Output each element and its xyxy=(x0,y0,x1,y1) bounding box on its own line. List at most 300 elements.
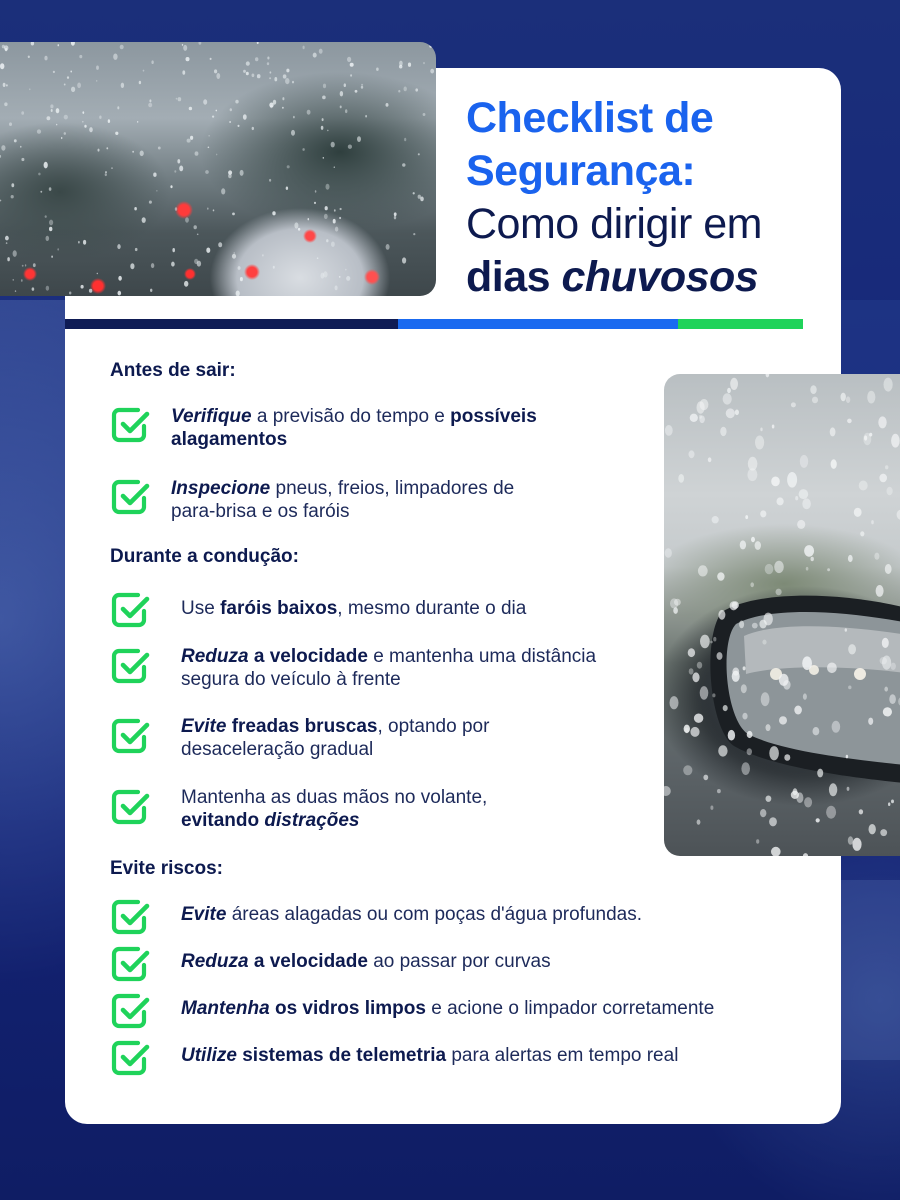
raindrop xyxy=(149,201,152,204)
raindrop xyxy=(689,668,694,674)
raindrop xyxy=(357,136,361,142)
raindrop xyxy=(184,281,188,287)
checklist-item-text xyxy=(181,715,489,761)
raindrop xyxy=(762,640,766,645)
raindrop xyxy=(891,663,896,670)
checklist-item xyxy=(110,1037,678,1077)
raindrop xyxy=(67,76,69,79)
raindrop xyxy=(158,147,161,150)
checklist-text-segment: alagamentos xyxy=(171,429,288,450)
raindrop xyxy=(888,802,890,806)
raindrop xyxy=(194,259,198,264)
raindrop xyxy=(70,71,72,73)
raindrop xyxy=(246,72,249,76)
raindrop xyxy=(340,91,343,96)
raindrop xyxy=(344,83,346,87)
checklist-item xyxy=(110,589,526,629)
raindrop xyxy=(884,378,893,392)
raindrop xyxy=(829,783,837,796)
raindrop xyxy=(81,285,84,289)
title-line-4-italic: chuvosos xyxy=(561,253,759,301)
raindrop xyxy=(712,516,719,523)
raindrop xyxy=(880,829,887,836)
raindrop xyxy=(739,621,744,629)
raindrop xyxy=(38,173,40,176)
checklist-text-segment: possíveis xyxy=(450,406,537,427)
raindrop xyxy=(817,769,823,778)
raindrop xyxy=(238,266,241,270)
raindrop xyxy=(83,240,86,245)
raindrop xyxy=(700,635,710,649)
checklist-text-segment: a velocidade xyxy=(248,646,368,667)
raindrop xyxy=(6,84,8,86)
raindrop xyxy=(190,136,193,140)
raindrop xyxy=(759,620,766,629)
raindrop xyxy=(182,70,185,74)
raindrop xyxy=(257,42,259,44)
raindrop xyxy=(33,263,36,267)
raindrop xyxy=(11,195,14,198)
raindrop xyxy=(882,638,889,648)
raindrop xyxy=(776,589,782,596)
raindrop xyxy=(769,817,777,826)
checkbox-check-icon xyxy=(110,896,150,936)
raindrop xyxy=(831,459,837,469)
raindrop xyxy=(747,748,752,755)
raindrop xyxy=(199,42,202,45)
raindrop xyxy=(399,61,403,66)
raindrop xyxy=(766,796,772,802)
raindrop xyxy=(236,291,240,297)
raindrop xyxy=(96,80,97,82)
raindrop xyxy=(413,192,415,194)
raindrop xyxy=(272,211,275,215)
raindrop xyxy=(869,824,876,834)
raindrop xyxy=(791,402,796,407)
checklist-item-text xyxy=(181,786,487,832)
checklist-item-text xyxy=(171,405,537,451)
raindrop xyxy=(728,730,735,741)
raindrop xyxy=(313,53,317,58)
raindrop xyxy=(45,215,47,218)
raindrop xyxy=(203,99,207,104)
checklist-text-segment: Mantenha as duas mãos no volante, xyxy=(181,787,488,808)
raindrop xyxy=(322,96,326,100)
raindrop xyxy=(0,155,1,158)
raindrop xyxy=(121,83,124,88)
raindrop xyxy=(841,393,846,402)
raindrop xyxy=(21,279,23,282)
raindrop xyxy=(720,427,726,436)
raindrop xyxy=(37,129,41,133)
checklist-text-segment: ao passar por curvas xyxy=(367,951,551,972)
raindrop xyxy=(69,292,71,295)
raindrop xyxy=(89,127,93,132)
raindrop xyxy=(9,122,12,126)
raindrop xyxy=(195,151,199,155)
raindrop xyxy=(82,121,84,123)
raindrop xyxy=(327,130,329,132)
raindrop xyxy=(741,684,747,693)
raindrop xyxy=(84,125,86,128)
raindrop xyxy=(303,46,305,50)
raindrop xyxy=(206,248,210,253)
raindrop xyxy=(44,56,47,61)
raindrop xyxy=(779,716,787,724)
checklist-text-segment: , mesmo durante o dia xyxy=(337,598,527,619)
raindrop xyxy=(13,279,14,280)
checklist-item xyxy=(110,896,642,936)
raindrop xyxy=(21,158,24,161)
raindrop xyxy=(868,718,873,725)
raindrop xyxy=(664,786,671,796)
divider-segment-blue xyxy=(398,319,678,329)
raindrop xyxy=(113,54,117,60)
raindrop xyxy=(49,187,52,191)
raindrop xyxy=(235,100,238,104)
raindrop xyxy=(718,745,727,756)
raindrop xyxy=(779,674,789,686)
raindrop xyxy=(115,132,118,135)
raindrop xyxy=(51,109,53,112)
raindrop xyxy=(209,135,210,137)
raindrop xyxy=(710,641,713,644)
raindrop xyxy=(105,173,107,176)
raindrop xyxy=(750,582,754,587)
raindrop xyxy=(826,806,836,819)
raindrop xyxy=(760,809,766,817)
raindrop xyxy=(703,775,708,781)
raindrop xyxy=(813,727,820,735)
checklist-item xyxy=(110,786,487,832)
section-heading-while-driving: Durante a condução: xyxy=(110,546,299,567)
checklist-item-text xyxy=(181,645,596,691)
raindrop xyxy=(827,568,830,571)
raindrop xyxy=(777,497,784,505)
section-heading-avoid-risks: Evite riscos: xyxy=(110,858,223,879)
raindrop xyxy=(345,269,347,271)
raindrop xyxy=(847,787,850,791)
checklist-item xyxy=(110,715,489,761)
raindrop xyxy=(772,425,775,429)
raindrop xyxy=(111,167,112,169)
raindrop xyxy=(186,57,190,61)
raindrop xyxy=(350,74,352,76)
raindrop xyxy=(891,434,900,448)
raindrop xyxy=(118,276,122,281)
raindrop xyxy=(860,531,864,536)
raindrop xyxy=(238,125,240,127)
title-line-4 xyxy=(466,251,826,304)
raindrop xyxy=(135,248,138,251)
raindrop xyxy=(429,44,432,48)
raindrop xyxy=(228,170,232,174)
raindrop xyxy=(335,227,338,232)
raindrop xyxy=(755,541,761,550)
raindrop xyxy=(13,250,17,257)
raindrop xyxy=(848,686,851,690)
raindrop xyxy=(742,713,747,720)
raindrop xyxy=(402,163,405,167)
title-line-3: Como dirigir em xyxy=(466,200,762,248)
raindrop xyxy=(418,153,420,155)
raindrop xyxy=(6,242,8,244)
raindrop xyxy=(713,637,716,642)
raindrop xyxy=(130,263,134,269)
raindrop xyxy=(797,520,805,529)
checkbox-check-icon xyxy=(110,786,150,826)
raindrop xyxy=(283,74,287,78)
checklist-item-text xyxy=(181,597,526,620)
raindrop xyxy=(326,239,328,242)
raindrop xyxy=(859,481,868,491)
raindrop xyxy=(22,265,24,267)
raindrop xyxy=(53,71,55,73)
raindrop xyxy=(64,132,66,135)
raindrop xyxy=(183,45,187,51)
checklist-text-segment: pneus, freios, limpadores de xyxy=(270,478,515,499)
raindrop xyxy=(317,257,319,259)
raindrop xyxy=(361,84,363,86)
raindrop xyxy=(321,126,324,130)
raindrop xyxy=(298,228,300,231)
page-title xyxy=(466,92,826,304)
raindrop xyxy=(859,809,863,814)
raindrop xyxy=(365,115,367,118)
raindrop xyxy=(755,436,764,450)
checklist-text-segment: para-brisa e os faróis xyxy=(171,501,350,522)
raindrop xyxy=(665,548,672,558)
raindrop xyxy=(221,188,225,194)
raindrop xyxy=(331,142,335,148)
raindrop xyxy=(176,98,178,100)
raindrop xyxy=(885,465,888,469)
raindrop xyxy=(769,746,779,760)
checkbox-check-icon xyxy=(110,645,150,685)
checklist-text-segment: Use xyxy=(181,598,221,619)
raindrop xyxy=(756,839,759,843)
raindrop xyxy=(791,791,799,799)
raindrop xyxy=(153,173,156,177)
raindrop xyxy=(747,731,753,738)
raindrop xyxy=(806,567,809,571)
raindrop xyxy=(267,62,269,65)
raindrop xyxy=(708,457,712,462)
raindrop xyxy=(692,672,699,682)
raindrop xyxy=(218,242,222,247)
raindrop xyxy=(185,217,189,222)
raindrop xyxy=(216,73,220,79)
checklist-text-segment: segura do veículo à frente xyxy=(181,669,401,690)
raindrop xyxy=(197,234,199,236)
checklist-item-text xyxy=(171,477,514,523)
raindrop xyxy=(151,263,154,268)
raindrop xyxy=(889,694,896,704)
raindrop xyxy=(243,70,246,73)
checklist-text-segment: freadas bruscas xyxy=(226,716,378,737)
raindrop xyxy=(795,496,798,500)
raindrop xyxy=(137,121,138,123)
raindrop xyxy=(142,217,146,223)
raindrop xyxy=(766,724,771,731)
raindrop xyxy=(394,212,397,216)
raindrop xyxy=(774,561,784,573)
raindrop xyxy=(717,789,721,793)
raindrop xyxy=(846,396,850,403)
raindrop xyxy=(134,207,137,210)
raindrop xyxy=(234,252,235,254)
raindrop xyxy=(423,113,426,116)
checklist-text-segment: e mantenha uma distância xyxy=(367,646,597,667)
raindrop xyxy=(323,84,326,89)
raindrop xyxy=(334,209,336,211)
raindrop xyxy=(156,190,157,192)
raindrop xyxy=(810,385,816,394)
checkbox-check-icon xyxy=(110,1037,150,1077)
raindrop xyxy=(286,187,288,190)
raindrop xyxy=(674,599,681,606)
raindrop xyxy=(848,644,856,654)
raindrop xyxy=(867,391,875,404)
raindrop xyxy=(178,97,182,101)
raindrop xyxy=(847,419,852,424)
raindrop xyxy=(3,83,6,87)
raindrop xyxy=(710,806,713,810)
raindrop xyxy=(46,236,50,241)
raindrop xyxy=(179,166,183,172)
raindrop xyxy=(106,147,108,149)
raindrop xyxy=(71,42,75,46)
raindrop xyxy=(760,510,766,517)
rainy-side-mirror-photo xyxy=(664,374,900,856)
raindrop xyxy=(670,696,679,709)
raindrop xyxy=(1,145,5,151)
section-heading-before-leaving: Antes de sair: xyxy=(110,360,236,381)
raindrop xyxy=(31,42,34,46)
raindrop xyxy=(848,836,853,845)
raindrop xyxy=(404,138,406,142)
raindrop xyxy=(727,388,731,393)
checklist-text-segment: faróis baixos xyxy=(220,598,338,619)
raindrop xyxy=(717,572,724,581)
raindrop xyxy=(243,114,247,120)
raindrop xyxy=(885,564,892,574)
checklist-text-segment: a previsão do tempo e xyxy=(251,406,451,427)
raindrop xyxy=(350,63,354,67)
raindrop xyxy=(269,179,271,182)
raindrop xyxy=(812,397,818,404)
raindrop xyxy=(78,241,80,244)
raindrop xyxy=(51,256,53,258)
checklist-item-text xyxy=(181,950,551,973)
checklist-text-segment: para alertas em tempo real xyxy=(446,1045,679,1066)
checkbox-check-icon xyxy=(110,404,150,444)
raindrop xyxy=(787,472,797,488)
raindrop xyxy=(743,666,746,670)
raindrop xyxy=(270,105,273,108)
raindrop xyxy=(846,755,848,759)
raindrop xyxy=(269,77,271,79)
raindrop xyxy=(64,115,68,120)
raindrop xyxy=(285,78,289,84)
raindrop xyxy=(324,214,328,219)
raindrop xyxy=(726,408,735,418)
raindrop xyxy=(408,63,411,67)
raindrop xyxy=(751,537,755,542)
title-line-2: Segurança: xyxy=(466,147,696,195)
raindrop xyxy=(232,213,235,216)
raindrop xyxy=(827,663,837,674)
checklist-text-segment: distrações xyxy=(264,810,360,831)
raindrop xyxy=(0,63,4,69)
raindrop xyxy=(216,154,217,156)
raindrop xyxy=(730,601,738,610)
raindrop xyxy=(240,170,244,176)
raindrop xyxy=(132,151,133,153)
raindrop xyxy=(117,244,120,249)
raindrop xyxy=(32,287,35,290)
raindrop xyxy=(0,200,1,202)
raindrop xyxy=(150,289,152,292)
raindrop xyxy=(151,60,153,64)
raindrop xyxy=(339,217,341,219)
raindrop xyxy=(282,107,284,109)
checklist-text-segment: evitando xyxy=(181,810,265,831)
raindrop xyxy=(690,727,699,737)
raindrop xyxy=(212,116,214,118)
raindrop xyxy=(830,427,836,436)
raindrop xyxy=(348,145,352,149)
raindrop xyxy=(314,202,316,204)
raindrop xyxy=(262,254,263,256)
raindrop xyxy=(386,244,390,250)
raindrop xyxy=(413,233,415,235)
raindrop xyxy=(420,197,424,202)
checklist-item xyxy=(110,404,537,451)
raindrop xyxy=(89,289,92,293)
raindrop xyxy=(293,116,295,119)
raindrop xyxy=(15,290,16,292)
raindrop xyxy=(322,118,324,121)
raindrop xyxy=(874,553,879,560)
raindrop xyxy=(869,433,872,437)
raindrop xyxy=(57,248,59,250)
raindrop xyxy=(99,116,101,119)
raindrop xyxy=(11,183,14,187)
raindrop xyxy=(143,70,145,72)
raindrop xyxy=(7,257,10,261)
raindrop xyxy=(174,170,176,172)
checklist-item-text xyxy=(181,1044,678,1067)
raindrop xyxy=(802,498,811,509)
raindrop xyxy=(315,190,317,193)
raindrop xyxy=(49,227,52,231)
raindrop xyxy=(286,69,289,73)
raindrop xyxy=(335,286,338,291)
raindrop xyxy=(240,277,243,281)
raindrop xyxy=(282,97,284,100)
raindrop xyxy=(760,428,762,432)
raindrop xyxy=(182,44,183,46)
raindrop xyxy=(326,184,330,190)
raindrop xyxy=(355,90,358,93)
raindrop xyxy=(361,86,363,89)
checklist-item xyxy=(110,990,714,1030)
raindrop xyxy=(210,58,212,60)
raindrop xyxy=(794,706,802,715)
raindrop xyxy=(117,106,119,109)
raindrop xyxy=(394,216,396,220)
